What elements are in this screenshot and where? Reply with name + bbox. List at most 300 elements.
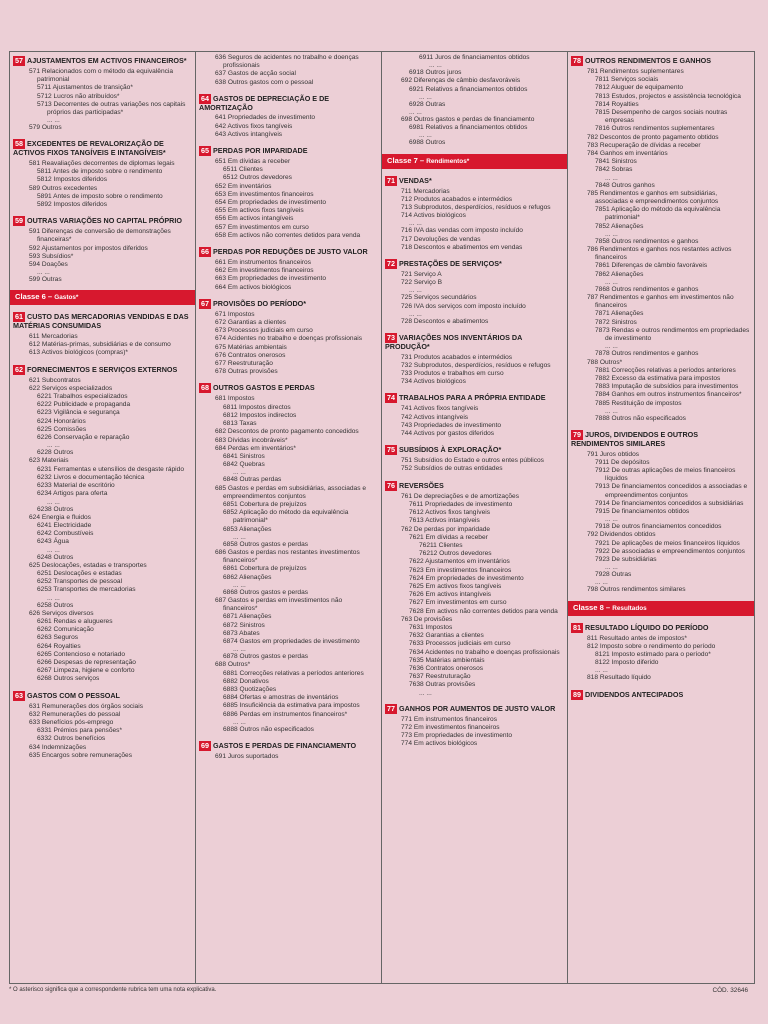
account-item: 594 Doações: [29, 261, 68, 269]
account-item: 6331 Prémios para pensões*: [37, 727, 123, 735]
account-item: 773 Em propriedades de investimento: [401, 731, 513, 739]
section-heading: [199, 247, 378, 257]
account-item: 691 Juros suportados: [215, 753, 279, 760]
account-item: 6226 Conservação e reparação: [37, 434, 130, 442]
account-item: 6232 Livros e documentação técnica: [37, 473, 145, 481]
account-item: 76212 Outros devedores: [419, 550, 492, 558]
account-item: 752 Subsídios de outras entidades: [401, 465, 503, 473]
ellipsis-row: ... ...: [409, 220, 422, 228]
section-heading: [199, 146, 378, 156]
account-item: 6261 Rendas e alugueres: [37, 617, 113, 625]
section-heading: [571, 623, 751, 633]
account-item: 5712 Lucros não atribuídos*: [37, 92, 120, 100]
section-title: VARIAÇÕES NOS INVENTÁRIOS DA PRODUÇÃO*: [385, 333, 522, 352]
section-title: AJUSTAMENTOS EM ACTIVOS FINANCEIROS*: [27, 56, 187, 65]
account-item: 7882 Excesso da estimativa para impostos: [595, 374, 721, 382]
account-item: 5711 Ajustamentos de transição*: [37, 84, 133, 92]
account-item: 6883 Quotizações: [223, 685, 277, 693]
account-item: 763 De provisões: [401, 615, 453, 623]
section-heading: [385, 259, 564, 269]
account-item: 5713 Decorrentes de outras variações nos capitais próprios das participadas*: [37, 100, 186, 117]
account-item: 7921 De aplicações de meios financeiros líquidos: [595, 539, 740, 547]
account-item: 7862 Alienações: [595, 270, 644, 278]
account-item: 717 Devoluções de vendas: [401, 235, 481, 243]
account-item: 6873 Abates: [223, 629, 260, 637]
account-item: 6886 Perdas em instrumentos financeiros*: [223, 710, 348, 718]
account-item: 5891 Antes de imposto sobre o rendimento: [37, 192, 163, 200]
section-number: 77: [387, 703, 395, 713]
account-item: 698 Outros gastos e perdas de financiamento: [401, 116, 535, 124]
column-1: [10, 52, 196, 983]
account-item: 6238 Outros: [37, 505, 74, 513]
account-item: 5811 Antes de imposto sobre o rendimento: [37, 168, 163, 176]
section-number: 71: [387, 175, 395, 185]
section-heading: [13, 691, 192, 701]
ellipsis-row: ... ...: [233, 581, 246, 589]
account-item: 6234 Artigos para oferta: [37, 490, 108, 498]
section-number: 66: [201, 247, 209, 257]
account-item: 674 Acidentes no trabalho e doenças profissionais: [215, 335, 362, 343]
account-item: 7913 De financiamentos concedidos a associadas e empreendimentos conjuntos: [595, 483, 748, 499]
section-number: 64: [201, 93, 209, 103]
section-title: TRABALHOS PARA A PRÓPRIA ENTIDADE: [399, 393, 546, 403]
account-item: 671 Impostos: [215, 310, 255, 318]
account-item: 7912 De outras aplicações de meios financeiros líquidos: [595, 466, 736, 483]
account-item: 791 Juros obtidos: [587, 450, 640, 458]
section-title: PROVISÕES DO PERÍODO*: [213, 298, 307, 308]
account-item: 651 Em dívidas a receber: [215, 158, 291, 166]
account-item: 6243 Água: [37, 538, 69, 546]
section-heading: [199, 383, 378, 393]
account-item: 732 Subprodutos, desperdícios, resíduos e refugos: [401, 361, 551, 369]
account-item: 6988 Outros: [409, 139, 446, 147]
account-item: 6813 Taxas: [223, 420, 257, 428]
account-item: 652 Em inventários: [215, 182, 272, 190]
account-item: 785 Rendimentos e ganhos em subsidiárias, associadas e empreendimentos conjuntos: [587, 189, 719, 206]
ellipsis-row: ... ...: [605, 407, 618, 415]
account-item: 6248 Outros: [37, 553, 74, 561]
account-item: 8122 Imposto diferido: [595, 659, 659, 667]
account-item: 818 Resultado líquido: [587, 674, 651, 682]
account-item: 6222 Publicidade e propaganda: [37, 401, 131, 409]
account-item: 692 Diferenças de câmbio desfavoráveis: [401, 77, 521, 85]
column-2: [196, 52, 382, 983]
account-item: 654 Em propriedades de investimento: [215, 199, 327, 207]
account-item: 683 Dívidas incobráveis*: [215, 436, 288, 444]
account-item: 8121 Imposto estimado para o período*: [595, 650, 711, 658]
section-title: RESULTADO LÍQUIDO DO PERÍODO: [585, 622, 709, 632]
account-item: 7812 Aluguer de equipamento: [595, 84, 683, 92]
account-item: 7841 Sinistros: [595, 158, 637, 166]
section-number: 75: [387, 445, 395, 455]
account-item: 682 Descontos de pronto pagamento concedidos: [215, 428, 359, 436]
section-heading: [13, 312, 192, 331]
account-item: 7625 Em activos fixos tangíveis: [409, 582, 502, 590]
section-number: 73: [387, 333, 395, 343]
account-item: 7632 Garantias a clientes: [409, 632, 484, 640]
account-item: 7626 Em activos intangíveis: [409, 591, 492, 599]
account-item: 6811 Impostos directos: [223, 403, 291, 411]
account-item: 656 Em activos intangíveis: [215, 215, 294, 223]
ellipsis-row: ... ...: [409, 287, 422, 295]
account-item: 781 Rendimentos suplementares: [587, 68, 684, 75]
account-item: 632 Remunerações do pessoal: [29, 710, 121, 718]
ellipsis-row: ... ...: [233, 718, 246, 726]
account-item: 5812 Impostos diferidos: [37, 176, 108, 184]
account-item: 7815 Desempenho de cargos sociais noutras empresas: [595, 109, 728, 125]
account-item: 672 Garantias a clientes: [215, 319, 287, 327]
section-heading: [199, 299, 378, 309]
section-number: 76: [387, 480, 395, 490]
account-item: 718 Descontos e abatimentos em vendas: [401, 243, 523, 251]
account-item: 589 Outros excedentes: [29, 184, 98, 192]
account-item: 726 IVA dos serviços com imposto incluído: [401, 302, 526, 310]
account-item: 6852 Aplicação do método da equivalência patrimonial*: [223, 509, 349, 525]
account-item: 714 Activos biológicos: [401, 212, 466, 220]
account-item: 7884 Ganhos em outros instrumentos financeiros*: [595, 391, 742, 399]
ellipsis-row: ... ...: [429, 62, 442, 70]
section-title: DIVIDENDOS ANTECIPADOS: [585, 689, 684, 699]
section-heading: [385, 445, 564, 455]
account-item: 611 Mercadorias: [29, 333, 78, 341]
account-item: 626 Serviços diversos: [29, 609, 94, 617]
account-item: 6267 Limpeza, higiene e conforto: [37, 667, 135, 675]
account-item: 7914 De financiamentos concedidos a subsidiárias: [595, 499, 744, 507]
section-title: OUTROS RENDIMENTOS E GANHOS: [585, 56, 712, 65]
account-item: 6885 Insuficiência da estimativa para impostos: [223, 702, 360, 710]
account-item: 787 Rendimentos e ganhos em investimentos não financeiros: [587, 294, 734, 310]
class-banner: [568, 601, 754, 616]
section-title: SUBSÍDIOS À EXPLORAÇÃO*: [399, 445, 502, 455]
account-item: 716 IVA das vendas com imposto incluído: [401, 227, 523, 235]
class-label: Classe 7 –: [387, 155, 427, 165]
account-item: 713 Subprodutos, desperdícios, resíduos e refugos: [401, 204, 551, 212]
section-heading: [385, 333, 564, 352]
account-item: 6262 Comunicação: [37, 626, 94, 634]
section-number: 81: [573, 622, 581, 632]
account-item: 581 Reavaliações decorrentes de diplomas legais: [29, 160, 175, 168]
account-item: 661 Em instrumentos financeiros: [215, 259, 312, 267]
account-item: 7923 De subsidiárias: [595, 555, 657, 563]
section-number: 61: [15, 312, 23, 322]
ellipsis-row: ... ...: [605, 343, 618, 351]
section-title: PRESTAÇÕES DE SERVIÇOS*: [399, 259, 502, 269]
section-heading: [13, 56, 192, 66]
ellipsis-row: ... ...: [233, 533, 246, 541]
account-item: 687 Gastos e perdas em investimentos não financeiros*: [215, 596, 343, 613]
account-item: 6242 Combustíveis: [37, 530, 94, 538]
ellipsis-row: ... ...: [419, 689, 432, 697]
account-item: 7611 Propriedades de investimento: [409, 500, 513, 508]
account-item: 7915 De financiamentos obtidos: [595, 507, 690, 515]
account-item: 6511 Clientes: [223, 166, 263, 174]
account-item: 7627 Em investimentos em curso: [409, 599, 507, 607]
document-code: CÓD. 32646: [712, 987, 748, 994]
account-item: 6332 Outros benefícios: [37, 735, 106, 743]
account-item: 7873 Rendas e outros rendimentos em propriedades de investimento: [595, 326, 750, 343]
account-item: 792 Dividendos obtidos: [587, 531, 656, 539]
ellipsis-row: ... ...: [47, 498, 60, 506]
account-item: 7872 Sinistros: [595, 318, 637, 326]
section-number: 59: [15, 216, 23, 226]
section-title: REVERSÕES: [399, 480, 444, 490]
account-item: 6861 Cobertura de prejuízos: [223, 565, 307, 573]
account-item: 6851 Cobertura de prejuízos: [223, 500, 307, 508]
section-number: 89: [573, 689, 581, 699]
account-item: 7624 Em propriedades de investimento: [409, 574, 524, 582]
account-item: 6228 Outros: [37, 449, 74, 457]
section-heading: [199, 741, 378, 751]
account-item: 6512 Outros devedores: [223, 174, 292, 182]
account-item: 7885 Restituição de impostos: [595, 399, 682, 407]
account-item: 6858 Outros gastos e perdas: [223, 540, 309, 548]
account-item: 7811 Serviços sociais: [595, 76, 659, 84]
account-item: 633 Benefícios pós-emprego: [29, 718, 114, 726]
account-item: 6841 Sinistros: [223, 452, 265, 460]
account-item: 6258 Outros: [37, 601, 74, 609]
account-item: 784 Ganhos em inventários: [587, 150, 668, 158]
account-item: 5892 Impostos diferidos: [37, 201, 108, 209]
account-item: 642 Activos fixos tangíveis: [215, 122, 293, 130]
section-number: 63: [15, 690, 23, 700]
account-item: 6241 Electricidade: [37, 521, 92, 529]
account-item: 7816 Outros rendimentos suplementares: [595, 125, 715, 133]
section-heading: [385, 704, 564, 714]
account-item: 676 Contratos onerosos: [215, 351, 286, 359]
account-item: 7883 Imputação de subsídios para investimentos: [595, 383, 739, 391]
account-item: 579 Outros: [29, 124, 62, 132]
account-item: 6233 Material de escritório: [37, 482, 115, 490]
account-item: 7852 Alienações: [595, 222, 644, 230]
section-heading: [385, 176, 564, 186]
account-item: 592 Ajustamentos por impostos diferidos: [29, 244, 148, 252]
account-item: 788 Outros*: [587, 358, 623, 366]
account-item: 725 Serviços secundários: [401, 294, 477, 302]
account-item: 6918 Outros juros: [409, 69, 462, 77]
class-title: Gastos*: [54, 294, 79, 302]
ellipsis-row: ... ...: [47, 546, 60, 554]
account-item: 811 Resultado antes de impostos*: [587, 634, 687, 642]
account-item: 6264 Royalties: [37, 642, 81, 650]
account-item: 621 Subcontratos: [29, 376, 81, 384]
account-item: 6842 Quebras: [223, 461, 265, 469]
ellipsis-row: ... ...: [595, 579, 608, 587]
section-heading: [385, 481, 564, 491]
account-item: 7878 Outros rendimentos e ganhos: [595, 350, 699, 358]
section-title: OUTROS GASTOS E PERDAS: [213, 383, 315, 393]
account-item: 636 Seguros de acidentes no trabalho e doenças profissionais: [215, 54, 359, 70]
account-item: 7623 Em investimentos financeiros: [409, 566, 512, 574]
account-item: 772 Em investimentos financeiros: [401, 723, 500, 731]
account-item: 664 Em activos biológicos: [215, 283, 292, 291]
section-number: 68: [201, 383, 209, 393]
section-title: JUROS, DIVIDENDOS E OUTROS RENDIMENTOS SIMILARES: [571, 429, 699, 448]
account-item: 6881 Correcções relativas a períodos anteriores: [223, 669, 364, 677]
account-item: 7637 Reestruturação: [409, 673, 471, 681]
account-item: 7634 Acidentes no trabalho e doenças profissionais: [409, 648, 560, 656]
ellipsis-row: ... ...: [47, 594, 60, 602]
account-item: 6266 Despesas de representação: [37, 658, 136, 666]
class-label: Classe 6 –: [15, 292, 55, 302]
account-item: 6221 Trabalhos especializados: [37, 393, 128, 401]
account-item: 712 Produtos acabados e intermédios: [401, 195, 513, 203]
class-title: Resultados: [612, 604, 647, 612]
account-item: 684 Perdas em inventários*: [215, 444, 297, 452]
account-item: 782 Descontos de pronto pagamento obtidos: [587, 133, 719, 141]
section-number: 67: [201, 298, 209, 308]
account-item: 675 Matérias ambientais: [215, 343, 287, 351]
section-title: GANHOS POR AUMENTOS DE JUSTO VALOR: [399, 703, 556, 713]
section-title: PERDAS POR IMPARIDADE: [213, 146, 308, 156]
account-item: 6848 Outras perdas: [223, 476, 282, 484]
account-item: 6882 Donativos: [223, 677, 269, 685]
account-item: 624 Energia e fluidos: [29, 513, 91, 521]
account-item: 7888 Outros não especificados: [595, 414, 686, 422]
account-item: 591 Diferenças de conversão de demonstrações financeiras*: [29, 228, 171, 244]
account-item: 731 Produtos acabados e intermédios: [401, 353, 513, 361]
account-item: 643 Activos intangíveis: [215, 130, 283, 138]
account-item: 6911 Juros de financiamentos obtidos: [419, 54, 530, 61]
class-label: Classe 8 –: [573, 602, 613, 612]
section-title: PERDAS POR REDUÇÕES DE JUSTO VALOR: [213, 247, 368, 257]
account-item: 7918 De outros financiamentos concedidos: [595, 523, 722, 531]
account-item: 771 Em instrumentos financeiros: [401, 715, 498, 723]
section-number: 79: [573, 429, 581, 439]
account-item: 6853 Alienações: [223, 525, 272, 533]
account-item: 635 Encargos sobre remunerações: [29, 751, 132, 759]
section-title: CUSTO DAS MERCADORIAS VENDIDAS E DAS MATÉRIAS CONSUMIDAS: [13, 312, 189, 331]
class-banner: [382, 154, 567, 169]
account-item: 762 De perdas por imparidade: [401, 525, 491, 533]
account-item: 751 Subsídios do Estado e outros entes públicos: [401, 457, 544, 465]
account-item: 6812 Impostos indirectos: [223, 411, 297, 419]
account-item: 7858 Outros rendimentos e ganhos: [595, 237, 699, 245]
account-item: 711 Mercadorias: [401, 187, 450, 195]
account-item: 7814 Royalties: [595, 100, 639, 108]
account-item: 673 Processos judiciais em curso: [215, 327, 313, 335]
account-item: 653 Em investimentos financeiros: [215, 190, 314, 198]
class-banner: [10, 290, 195, 305]
section-heading: [13, 365, 192, 375]
account-item: 6981 Relativos a financiamentos obtidos: [409, 124, 528, 132]
account-item: 7842 Sobras: [595, 166, 633, 174]
account-item: 774 Em activos biológicos: [401, 740, 478, 748]
section-heading: [13, 139, 192, 158]
account-item: 662 Em investimentos financeiros: [215, 267, 314, 275]
section-number: 57: [15, 56, 23, 65]
account-item: 721 Serviço A: [401, 271, 442, 279]
account-item: 657 Em investimentos em curso: [215, 223, 309, 231]
account-item: 7636 Contratos onerosos: [409, 664, 484, 672]
section-heading: [571, 690, 751, 700]
account-item: 6871 Alienações: [223, 613, 272, 621]
chart-of-accounts-table: [9, 51, 755, 984]
account-item: 631 Remunerações dos órgãos sociais: [29, 702, 143, 710]
ellipsis-row: ... ...: [419, 93, 432, 101]
account-item: 638 Outros gastos com o pessoal: [215, 78, 314, 86]
account-item: 6265 Contencioso e notariado: [37, 650, 125, 658]
account-item: 7622 Ajustamentos em inventários: [409, 558, 510, 566]
account-item: 7928 Outras: [595, 571, 632, 579]
account-item: 7612 Activos fixos tangíveis: [409, 509, 491, 517]
account-item: 658 Em activos não correntes detidos para venda: [215, 231, 361, 239]
account-item: 637 Gastos de acção social: [215, 70, 297, 78]
account-item: 7813 Estudos, projectos e assistência tecnológica: [595, 92, 741, 100]
account-item: 7868 Outros rendimentos e ganhos: [595, 285, 699, 293]
account-item: 6872 Sinistros: [223, 621, 265, 629]
account-item: 655 Em activos fixos tangíveis: [215, 207, 304, 215]
account-item: 7635 Matérias ambientais: [409, 656, 485, 664]
account-item: 6223 Vigilância e segurança: [37, 409, 120, 417]
ellipsis-row: ... ...: [409, 109, 422, 117]
account-item: 571 Relacionados com o método da equivalência patrimonial: [29, 68, 174, 84]
account-item: 625 Deslocações, estadas e transportes: [29, 561, 147, 569]
ellipsis-row: ... ...: [233, 646, 246, 654]
account-item: 7861 Diferenças de câmbio favoráveis: [595, 262, 708, 270]
section-number: 78: [573, 56, 581, 65]
account-item: 6263 Seguros: [37, 634, 79, 642]
ellipsis-row: ... ...: [409, 310, 422, 318]
account-item: 634 Indemnizações: [29, 743, 87, 751]
account-item: 742 Activos intangíveis: [401, 413, 469, 421]
ellipsis-row: ... ...: [605, 174, 618, 182]
account-item: 812 Imposto sobre o rendimento do período: [587, 642, 716, 650]
section-heading: [571, 430, 751, 449]
section-heading: [385, 393, 564, 403]
section-title: FORNECIMENTOS E SERVIÇOS EXTERNOS: [27, 364, 178, 374]
account-item: 612 Matérias-primas, subsidiárias e de consumo: [29, 341, 171, 349]
account-item: 722 Serviço B: [401, 279, 443, 287]
account-item: 741 Activos fixos tangíveis: [401, 405, 479, 413]
account-item: 623 Materiais: [29, 457, 69, 465]
account-item: 593 Subsídios*: [29, 252, 74, 260]
section-title: VENDAS*: [399, 175, 432, 185]
account-item: 7633 Processos judiciais em curso: [409, 640, 511, 648]
account-item: 686 Gastos e perdas nos restantes investimentos financeiros*: [215, 548, 360, 565]
section-number: 62: [15, 364, 23, 374]
account-item: 76211 Clientes: [419, 541, 463, 549]
account-item: 6921 Relativos a financiamentos obtidos: [409, 85, 528, 93]
account-item: 6878 Outros gastos e perdas: [223, 653, 309, 661]
section-number: 58: [15, 139, 23, 149]
account-item: 7881 Correcções relativas a períodos anteriores: [595, 366, 736, 374]
column-4: [568, 52, 754, 983]
account-item: 7871 Alienações: [595, 310, 644, 318]
account-item: 6862 Alienações: [223, 573, 272, 581]
account-item: 622 Serviços especializados: [29, 384, 113, 392]
account-item: 7613 Activos intangíveis: [409, 517, 480, 525]
account-item: 677 Reestruturação: [215, 360, 273, 368]
account-item: 744 Activos por gastos diferidos: [401, 430, 495, 438]
account-item: 6224 Honorários: [37, 417, 86, 425]
account-item: 6868 Outros gastos e perdas: [223, 588, 309, 596]
account-item: 7851 Aplicação do método da equivalência patrimonial*: [595, 206, 721, 222]
class-title: Rendimentos*: [426, 157, 470, 165]
account-item: 7911 De depósitos: [595, 458, 650, 466]
section-heading: [199, 94, 378, 113]
account-item: 798 Outros rendimentos similares: [587, 586, 686, 594]
account-item: 786 Rendimentos e ganhos nos restantes activos financeiros: [587, 246, 732, 262]
account-item: 641 Propriedades de investimento: [215, 114, 316, 122]
account-item: 6884 Ofertas e amostras de inventários: [223, 694, 339, 702]
account-item: 6225 Comissões: [37, 425, 87, 433]
account-item: 6928 Outras: [409, 100, 446, 108]
account-item: 7621 Em dívidas a receber: [409, 533, 488, 541]
ellipsis-row: ... ...: [37, 269, 50, 277]
account-item: 734 Activos biológicos: [401, 378, 466, 386]
section-title: EXCEDENTES DE REVALORIZAÇÃO DE ACTIVOS FIXOS TANGÍVEIS E INTANGÍVEIS*: [13, 139, 166, 158]
account-item: 6253 Transportes de mercadorias: [37, 586, 136, 594]
